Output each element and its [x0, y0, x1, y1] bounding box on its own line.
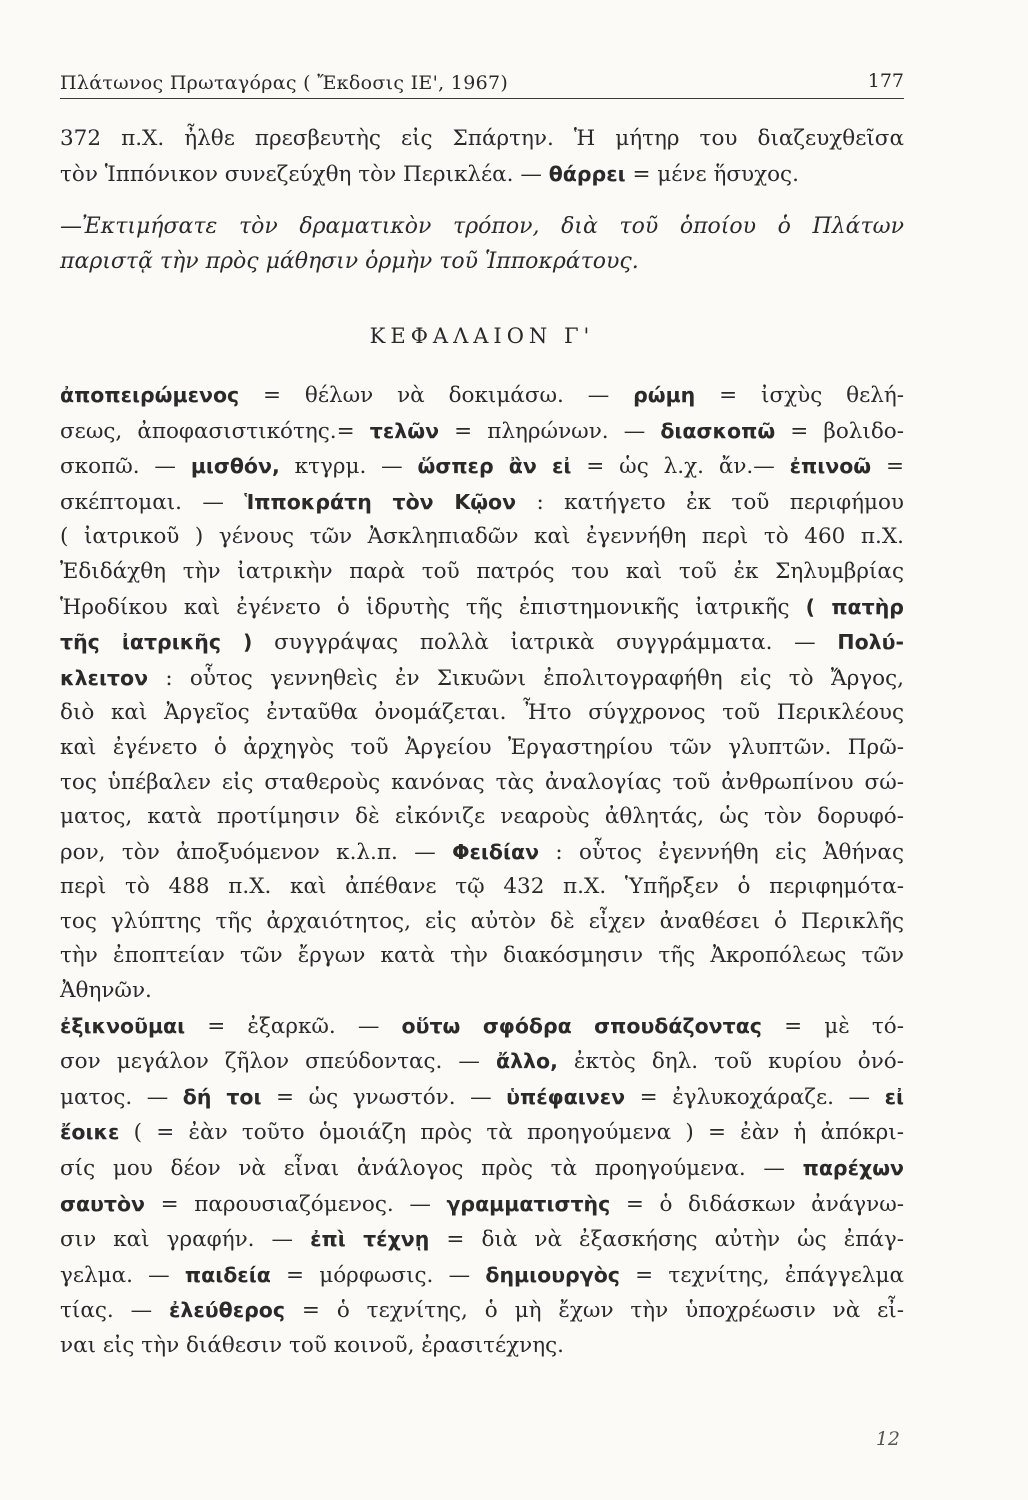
running-title: Πλάτωνος Πρωταγόρας ( Ἔκδοσις ΙΕ', 1967): [60, 72, 509, 94]
lemma: ἔοικε: [60, 1120, 120, 1145]
lemma: Φειδίαν: [452, 839, 540, 864]
gloss-text: διὸ καὶ Ἀργεῖος ἐνταῦθα ὀνομάζεται. Ἦτο σύγχρονος τοῦ Περικλέους: [60, 700, 904, 726]
lemma: σαυτὸν: [60, 1191, 146, 1216]
page-body: [60, 122, 904, 1364]
text-line: [60, 661, 904, 697]
lemma: ( πατὴρ: [805, 594, 904, 619]
text-line: [60, 696, 904, 731]
text-line: [60, 414, 904, 450]
lemma: διασκοπῶ: [660, 418, 776, 443]
gloss-text: = ὁ τεχνίτης, ὁ μὴ ἔχων τὴν ὑποχρέωσιν νὰ εἶ-: [285, 1298, 904, 1324]
gloss-text: ( = ἐὰν τοῦτο ὁμοιάζη πρὸς τὰ προηγούμενα ) = ἐὰν ἡ ἀπόκρι-: [119, 1120, 904, 1146]
gloss-text: ματος. —: [60, 1084, 183, 1110]
gloss-text: = ἰσχὺς θελή-: [695, 382, 904, 408]
gloss-text: = βολιδο-: [775, 418, 904, 444]
gloss-text: = ὡς γνωστόν. —: [261, 1084, 507, 1110]
lemma: Ἱπποκράτη τὸν Κῷον: [244, 489, 517, 514]
gloss-text: ματος, κατὰ προτίμησιν δὲ εἰκόνιζε νεαροὺς ἀθλητάς, ὡς τὸν δορυφό-: [60, 804, 904, 830]
lemma: θάρρει: [548, 161, 626, 186]
lemma: γραμματιστὴς: [446, 1191, 611, 1216]
gloss-text: περὶ τὸ 488 π.Χ. καὶ ἀπέθανε τῷ 432 π.Χ. Ὑπῆρξεν ὁ περιφημότα-: [60, 874, 904, 900]
lemma: ρώμη: [633, 382, 696, 407]
gloss-text: = παρουσιαζόμενος. —: [145, 1191, 447, 1217]
gloss-text: Ἀθηνῶν.: [60, 978, 152, 1004]
text-line: [60, 378, 904, 414]
lemma: ἀποπειρώμενος: [60, 382, 240, 407]
gloss-text: σίς μου δέον νὰ εἶναι ἀνάλογος πρὸς τὰ προηγούμενα. —: [60, 1156, 803, 1182]
gloss-text: κτγρμ. —: [279, 454, 418, 480]
lemma: δή τοι: [182, 1084, 262, 1109]
text-line: [60, 835, 904, 871]
gloss-text: Ἡροδίκου καὶ ἐγένετο ὁ ἱδρυτὴς τῆς ἐπιστημονικῆς ἰατρικῆς: [60, 594, 806, 620]
glossary-paragraph: [60, 378, 904, 1364]
gloss-text: τίας. —: [60, 1298, 169, 1324]
signature-mark: 12: [875, 1428, 900, 1450]
lemma: δημιουργὸς: [485, 1262, 620, 1287]
gloss-text: τος γλύπτης τῆς ἀρχαιότητος, εἰς αὐτὸν δὲ εἶχεν ἀναθέσει ὁ Περικλῆς: [60, 908, 904, 934]
lemma: παιδεία: [184, 1262, 271, 1287]
gloss-text: σον μεγάλον ζῆλον σπεύδοντας. —: [60, 1049, 496, 1075]
text-line: [60, 1222, 904, 1258]
lemma: ὑπέφαινεν: [506, 1084, 626, 1109]
page-number: 177: [867, 70, 904, 92]
gloss-text: : κατήγετο ἐκ τοῦ περιφήμου: [516, 489, 904, 515]
lemma: ἐπινοῶ: [789, 454, 872, 479]
text-line: —Ἐκτιμήσατε τὸν δραματικὸν τρόπον, διὰ τοῦ ὁποίου ὁ Πλάτων: [60, 214, 904, 240]
gloss-text: ἐκτὸς δηλ. τοῦ κυρίου ὀνό-: [557, 1049, 904, 1075]
text-line: [60, 449, 904, 485]
text-line: τὸν Ἱππόνικον συνεζεύχθη τὸν Περικλέα. — θάρρει = μένε ἥσυχος.: [60, 161, 799, 187]
gloss-text: σκοπῶ. —: [60, 454, 191, 480]
gloss-text: τὴν ἐποπτείαν τῶν ἔργων κατὰ τὴν διακόσμησιν τῆς Ἀκροπόλεως τῶν: [60, 943, 904, 969]
text-line: [60, 590, 904, 626]
text-line: [60, 870, 904, 905]
gloss-text: τος ὑπέβαλεν εἰς σταθεροὺς κανόνας τὰς ἀναλογίας τοῦ ἀνθρωπίνου σώ-: [60, 769, 904, 795]
gloss-text: ( ἰατρικοῦ ) γένους τῶν Ἀσκληπιαδῶν καὶ ἐγεννήθη περὶ τὸ 460 π.Χ.: [60, 524, 904, 550]
lemma: κλειτον: [60, 665, 149, 690]
gloss-text: σεως, ἀποφασιστικότης.=: [60, 418, 370, 444]
gloss-text: καὶ ἐγένετο ὁ ἀρχηγὸς τοῦ Ἀργείου Ἐργαστηρίου τῶν γλυπτῶν. Πρῶ-: [60, 734, 904, 760]
text-line: 372 π.Χ. ἦλθε πρεσβευτὴς εἰς Σπάρτην. Ἡ μήτηρ του διαζευχθεῖσα: [60, 126, 904, 151]
gloss-text: : οὗτος ἐγεννήθη εἰς Ἀθήνας: [539, 839, 904, 865]
gloss-text: = μόρφωσις. —: [270, 1262, 486, 1288]
gloss-text: = ἐγλυκοχάραζε. —: [625, 1084, 885, 1110]
lemma: τῆς ἰατρικῆς ): [60, 630, 253, 655]
gloss-text: ρον, τὸν ἀποξυόμενον κ.λ.π. —: [60, 839, 453, 865]
lemma: ὥσπερ ἂν εἰ: [417, 454, 572, 479]
lemma: ἄλλο,: [495, 1049, 558, 1074]
gloss-text: σιν καὶ γραφήν. —: [60, 1227, 311, 1253]
gloss-text: = ὡς λ.χ. ἄν.—: [571, 454, 790, 480]
text-line: [60, 1187, 904, 1223]
text-line: [60, 1258, 904, 1294]
exercise-question: [60, 210, 904, 279]
lemma: μισθόν,: [190, 454, 280, 479]
text-line: [60, 731, 904, 766]
gloss-text: = διὰ νὰ ἐξασκήσης αὐτὴν ὡς ἐπάγ-: [429, 1227, 904, 1253]
text-line: [60, 1329, 904, 1364]
text-line: [60, 974, 904, 1009]
gloss-text: ναι εἰς τὴν διάθεσιν τοῦ κοινοῦ, ἐρασιτέχνης.: [60, 1333, 564, 1358]
text-line: παριστᾷ τὴν πρὸς μάθησιν ὁρμὴν τοῦ Ἱπποκράτους.: [60, 248, 639, 274]
text-line: [60, 1044, 904, 1080]
lemma: ἐπὶ τέχνῃ: [310, 1227, 430, 1252]
text-line: [60, 1009, 904, 1045]
lemma: ἐξικνοῦμαι: [60, 1013, 186, 1038]
text-line: [60, 625, 904, 661]
gloss-text: = πληρώνων. —: [439, 418, 661, 444]
text-line: [60, 1115, 904, 1151]
text-line: [60, 766, 904, 801]
text-line: [60, 555, 904, 590]
text-line: [60, 905, 904, 940]
lemma: ἐλεύθερος: [169, 1298, 286, 1323]
text-line: [60, 1293, 904, 1329]
text-line: [60, 520, 904, 555]
gloss-text: γελμα. —: [60, 1262, 185, 1288]
gloss-text: = ἐξαρκῶ. —: [185, 1013, 402, 1039]
text-line: [60, 1080, 904, 1116]
gloss-text: = ὁ διδάσκων ἀνάγνω-: [610, 1191, 904, 1217]
gloss-text: =: [871, 454, 904, 480]
gloss-text: : οὗτος γεννηθεὶς ἐν Σικυῶνι ἐπολιτογραφήθη εἰς τὸ Ἄργος,: [148, 665, 904, 691]
lemma: τελῶν: [369, 418, 440, 443]
gloss-text: = μὲ τό-: [761, 1013, 904, 1039]
running-header: [60, 68, 904, 99]
gloss-text: = τεχνίτης, ἐπάγγελμα: [619, 1262, 905, 1288]
gloss-text: = θέλων νὰ δοκιμάσω. —: [239, 382, 634, 408]
text-line: [60, 800, 904, 835]
gloss-text: Ἐδιδάχθη τὴν ἰατρικὴν παρὰ τοῦ πατρός του καὶ τοῦ ἐκ Σηλυμβρίας: [60, 558, 904, 584]
text-line: [60, 1151, 904, 1187]
text-line: [60, 939, 904, 974]
lemma: Πολύ-: [837, 630, 904, 655]
lemma: εἰ: [884, 1084, 904, 1109]
gloss-text: σκέπτομαι. —: [60, 489, 245, 515]
text-line: [60, 485, 904, 521]
lemma: οὕτω σφόδρα σπουδάζοντας: [401, 1013, 762, 1038]
intro-paragraph: [60, 122, 904, 192]
lemma: παρέχων: [802, 1156, 904, 1181]
chapter-title: ΚΕΦΑΛΑΙΟΝ Γ': [369, 324, 595, 349]
gloss-text: συγγράψας πολλὰ ἰατρικὰ συγγράμματα. —: [252, 630, 838, 656]
